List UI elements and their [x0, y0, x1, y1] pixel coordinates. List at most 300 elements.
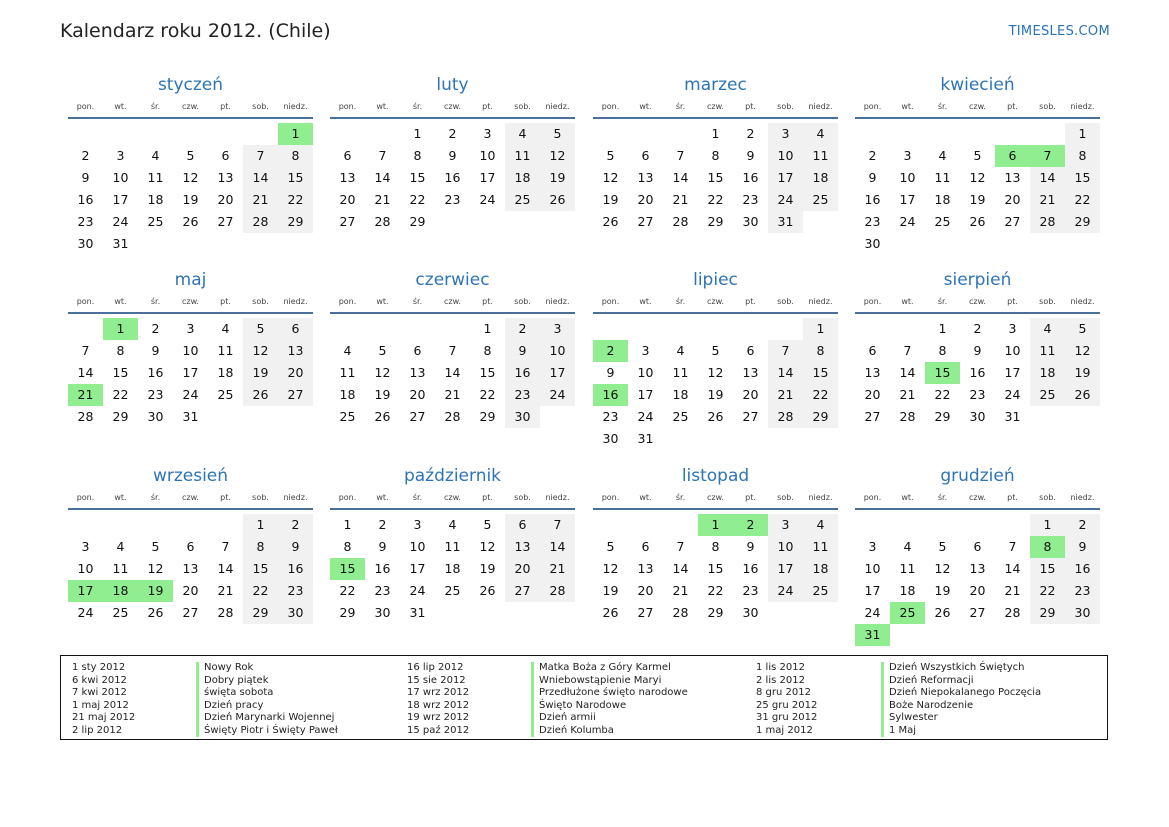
empty-cell	[628, 514, 663, 536]
day-cell: 21	[672, 192, 689, 207]
day-cell: 14	[77, 365, 94, 380]
day-cell: 14	[768, 362, 803, 384]
day-cell: 3	[81, 539, 90, 554]
day-cell: 12	[374, 365, 391, 380]
day-cell: 4	[676, 343, 685, 358]
day-cell: 30	[147, 409, 164, 424]
day-cell: 22	[409, 192, 426, 207]
day-grid	[68, 514, 313, 624]
day-cell: 7	[676, 148, 685, 163]
day-cell: 24	[637, 409, 654, 424]
day-grid	[330, 514, 575, 624]
day-cell: 14	[243, 167, 278, 189]
legend-date: 17 wrz 2012	[407, 687, 470, 698]
day-cell: 2	[151, 321, 160, 336]
day-cell: 27	[742, 409, 759, 424]
day-cell: 20	[217, 192, 234, 207]
day-cell: 19	[602, 192, 619, 207]
day-cell: 23	[147, 387, 164, 402]
empty-cell	[855, 318, 890, 340]
empty-cell	[628, 318, 663, 340]
day-cell: 27	[1004, 214, 1021, 229]
day-cell: 16	[969, 365, 986, 380]
weekday-label: śr.	[937, 102, 948, 111]
day-cell: 10	[768, 145, 803, 167]
weekday-label: pon.	[76, 297, 95, 306]
weekday-label: niedz.	[283, 102, 308, 111]
day-cell: 17	[1004, 365, 1021, 380]
day-cell: 18	[1030, 362, 1065, 384]
day-cell: 21	[1004, 583, 1021, 598]
day-cell: 4	[938, 148, 947, 163]
day-cell: 12	[969, 170, 986, 185]
day-grid	[68, 318, 313, 428]
day-cell: 15	[1030, 558, 1065, 580]
day-cell: 1	[483, 321, 492, 336]
day-cell: 23	[602, 409, 619, 424]
empty-cell	[208, 123, 243, 145]
day-cell: 11	[934, 170, 951, 185]
day-cell: 15	[803, 362, 838, 384]
empty-cell	[855, 123, 890, 145]
weekday-label: pt.	[220, 102, 231, 111]
legend-holiday-name: Dzień Wszystkich Świętych	[889, 662, 1025, 673]
day-cell: 31	[409, 605, 426, 620]
day-cell: 8	[803, 340, 838, 362]
day-cell: 30	[602, 431, 619, 446]
holiday-day-cell: 1	[278, 123, 313, 145]
day-cell: 22	[1065, 189, 1100, 211]
day-cell: 16	[505, 362, 540, 384]
day-cell: 28	[77, 409, 94, 424]
day-cell: 19	[934, 583, 951, 598]
weekday-label: śr.	[675, 102, 686, 111]
day-cell: 3	[868, 539, 877, 554]
day-cell: 24	[899, 214, 916, 229]
legend-holiday-name: 1 Maj	[889, 724, 917, 736]
day-cell: 6	[641, 539, 650, 554]
day-cell: 3	[768, 514, 803, 536]
legend-holiday-name: Matka Boża z Góry Karmel	[539, 662, 671, 673]
weekday-header	[68, 488, 313, 510]
day-cell: 3	[483, 126, 492, 141]
day-cell: 12	[182, 170, 199, 185]
empty-cell	[995, 123, 1030, 145]
day-cell: 1	[938, 321, 947, 336]
day-cell: 7	[676, 539, 685, 554]
day-cell: 4	[1030, 318, 1065, 340]
day-cell: 8	[711, 539, 720, 554]
legend-names-column	[881, 662, 1041, 737]
empty-cell	[330, 318, 365, 340]
day-cell: 7	[448, 343, 457, 358]
day-cell: 4	[803, 123, 838, 145]
day-cell: 16	[374, 561, 391, 576]
day-cell: 6	[221, 148, 230, 163]
legend-holiday-name: Święto Narodowe	[539, 699, 627, 711]
day-cell: 11	[803, 536, 838, 558]
weekday-label: pt.	[745, 493, 756, 502]
day-cell: 19	[602, 583, 619, 598]
day-cell: 21	[1030, 189, 1065, 211]
day-cell: 24	[768, 580, 803, 602]
day-cell: 13	[278, 340, 313, 362]
day-cell: 31	[112, 236, 129, 251]
day-cell: 21	[899, 387, 916, 402]
weekday-label: śr.	[675, 493, 686, 502]
day-cell: 22	[278, 189, 313, 211]
day-cell: 27	[864, 409, 881, 424]
empty-cell	[663, 123, 698, 145]
day-cell: 16	[742, 170, 759, 185]
holiday-day-cell: 1	[698, 514, 733, 536]
day-cell: 10	[864, 561, 881, 576]
empty-cell	[960, 123, 995, 145]
weekday-header	[68, 292, 313, 314]
day-cell: 6	[746, 343, 755, 358]
day-cell: 18	[444, 561, 461, 576]
weekday-label: śr.	[412, 493, 423, 502]
month-block	[855, 268, 1100, 428]
day-cell: 3	[1008, 321, 1017, 336]
legend-holiday-name: Przedłużone święto narodowe	[539, 687, 688, 698]
day-cell: 9	[151, 343, 160, 358]
day-cell: 26	[243, 384, 278, 406]
weekday-label: pon.	[601, 493, 620, 502]
day-cell: 22	[1030, 580, 1065, 602]
day-cell: 29	[479, 409, 496, 424]
weekday-label: czw.	[444, 102, 461, 111]
day-cell: 17	[864, 583, 881, 598]
legend-dates-column	[72, 662, 135, 737]
empty-cell	[68, 123, 103, 145]
day-cell: 15	[278, 167, 313, 189]
day-cell: 5	[606, 539, 615, 554]
empty-cell	[173, 514, 208, 536]
day-cell: 12	[602, 561, 619, 576]
legend-holiday-name: Wniebowstąpienie Maryi	[539, 674, 662, 686]
empty-cell	[400, 318, 435, 340]
weekday-label: niedz.	[1070, 102, 1095, 111]
month-block	[593, 268, 838, 450]
holiday-day-cell: 8	[1030, 536, 1065, 558]
weekday-label: pt.	[1007, 297, 1018, 306]
day-cell: 30	[1065, 602, 1100, 624]
day-cell: 12	[147, 561, 164, 576]
empty-cell	[68, 514, 103, 536]
month-name: luty	[436, 75, 469, 95]
legend-dates-column	[407, 662, 469, 737]
day-cell: 11	[112, 561, 129, 576]
weekday-label: czw.	[444, 297, 461, 306]
legend-holiday-name: Dzień Kolumba	[539, 724, 614, 736]
day-cell: 5	[483, 517, 492, 532]
legend-holiday-name: Nowy Rok	[204, 662, 254, 673]
holiday-legend	[60, 655, 1108, 740]
day-cell: 11	[217, 343, 234, 358]
day-cell: 19	[479, 561, 496, 576]
weekday-label: sob.	[1039, 297, 1056, 306]
day-cell: 29	[243, 602, 278, 624]
day-cell: 25	[672, 409, 689, 424]
month-name: sierpień	[943, 270, 1012, 290]
day-cell: 24	[479, 192, 496, 207]
weekday-label: śr.	[675, 297, 686, 306]
day-cell: 22	[803, 384, 838, 406]
weekday-header	[593, 488, 838, 510]
day-cell: 23	[77, 214, 94, 229]
day-cell: 14	[899, 365, 916, 380]
brand-link[interactable]: TIMESLES.COM	[1008, 24, 1110, 39]
legend-date: 15 paź 2012	[407, 724, 470, 736]
day-cell: 28	[672, 214, 689, 229]
day-cell: 9	[606, 365, 615, 380]
day-cell: 2	[868, 148, 877, 163]
day-cell: 14	[374, 170, 391, 185]
weekday-label: czw.	[969, 297, 986, 306]
weekday-label: wt.	[376, 493, 389, 502]
day-grid	[855, 318, 1100, 428]
legend-holiday-name: Sylwester	[889, 712, 938, 723]
month-name: grudzień	[940, 466, 1015, 486]
weekday-label: sob.	[514, 493, 531, 502]
weekday-label: pon.	[601, 297, 620, 306]
day-cell: 23	[864, 214, 881, 229]
day-cell: 27	[409, 409, 426, 424]
holiday-day-cell: 19	[138, 580, 173, 602]
day-cell: 5	[151, 539, 160, 554]
day-cell: 12	[479, 539, 496, 554]
day-cell: 30	[742, 605, 759, 620]
month-block	[68, 464, 313, 624]
day-cell: 21	[374, 192, 391, 207]
day-cell: 27	[339, 214, 356, 229]
weekday-label: niedz.	[283, 297, 308, 306]
legend-date: 31 gru 2012	[756, 712, 818, 723]
weekday-label: sob.	[1039, 102, 1056, 111]
legend-date: 18 wrz 2012	[407, 699, 470, 711]
day-cell: 11	[339, 365, 356, 380]
day-cell: 16	[742, 561, 759, 576]
day-cell: 17	[112, 192, 129, 207]
empty-cell	[593, 514, 628, 536]
legend-holiday-name: Dzień armii	[539, 712, 596, 723]
legend-dates-column	[756, 662, 817, 737]
day-cell: 9	[505, 340, 540, 362]
day-cell: 6	[973, 539, 982, 554]
day-cell: 18	[505, 167, 540, 189]
legend-date: 15 sie 2012	[407, 674, 466, 686]
holiday-day-cell: 7	[1030, 145, 1065, 167]
day-cell: 3	[116, 148, 125, 163]
day-cell: 18	[147, 192, 164, 207]
day-cell: 15	[409, 170, 426, 185]
day-cell: 30	[864, 236, 881, 251]
weekday-label: sob.	[777, 297, 794, 306]
day-cell: 12	[1065, 340, 1100, 362]
day-cell: 26	[969, 214, 986, 229]
day-cell: 17	[768, 167, 803, 189]
day-cell: 31	[182, 409, 199, 424]
day-cell: 19	[540, 167, 575, 189]
day-cell: 19	[182, 192, 199, 207]
empty-cell	[628, 123, 663, 145]
weekday-label: pt.	[220, 493, 231, 502]
empty-cell	[68, 318, 103, 340]
day-cell: 9	[278, 536, 313, 558]
day-cell: 24	[112, 214, 129, 229]
weekday-label: czw.	[182, 493, 199, 502]
day-cell: 26	[479, 583, 496, 598]
weekday-label: pon.	[863, 493, 882, 502]
legend-holiday-name: Dzień Niepokalanego Poczęcia	[889, 687, 1042, 698]
day-cell: 11	[899, 561, 916, 576]
weekday-label: sob.	[514, 102, 531, 111]
day-cell: 22	[707, 583, 724, 598]
day-cell: 2	[973, 321, 982, 336]
weekday-label: sob.	[514, 297, 531, 306]
day-cell: 21	[540, 558, 575, 580]
day-cell: 5	[186, 148, 195, 163]
day-cell: 24	[182, 387, 199, 402]
month-block	[330, 73, 575, 233]
day-cell: 14	[1004, 561, 1021, 576]
day-grid	[68, 123, 313, 255]
day-cell: 30	[505, 406, 540, 428]
day-cell: 1	[711, 126, 720, 141]
day-cell: 26	[182, 214, 199, 229]
day-cell: 12	[707, 365, 724, 380]
empty-cell	[435, 318, 470, 340]
weekday-label: pon.	[863, 102, 882, 111]
weekday-label: wt.	[114, 102, 127, 111]
day-cell: 27	[969, 605, 986, 620]
day-cell: 17	[409, 561, 426, 576]
day-cell: 9	[973, 343, 982, 358]
day-cell: 15	[707, 561, 724, 576]
weekday-label: czw.	[707, 102, 724, 111]
day-cell: 13	[409, 365, 426, 380]
day-cell: 9	[1065, 536, 1100, 558]
day-cell: 17	[479, 170, 496, 185]
day-cell: 14	[217, 561, 234, 576]
weekday-label: pt.	[220, 297, 231, 306]
day-cell: 23	[505, 384, 540, 406]
day-cell: 13	[1004, 170, 1021, 185]
weekday-label: niedz.	[808, 493, 833, 502]
day-grid	[593, 123, 838, 233]
day-cell: 28	[540, 580, 575, 602]
weekday-header	[593, 292, 838, 314]
weekday-label: pt.	[745, 102, 756, 111]
day-cell: 17	[540, 362, 575, 384]
weekday-header	[330, 488, 575, 510]
day-cell: 29	[803, 406, 838, 428]
day-cell: 9	[746, 539, 755, 554]
weekday-label: pt.	[482, 297, 493, 306]
weekday-label: niedz.	[545, 493, 570, 502]
day-cell: 1	[413, 126, 422, 141]
day-cell: 8	[116, 343, 125, 358]
month-block	[855, 73, 1100, 255]
day-cell: 25	[1030, 384, 1065, 406]
day-cell: 27	[182, 605, 199, 620]
weekday-header	[855, 292, 1100, 314]
empty-cell	[663, 514, 698, 536]
legend-holiday-name: Święty Piotr i Święty Paweł	[204, 724, 338, 736]
day-cell: 15	[707, 170, 724, 185]
day-cell: 10	[77, 561, 94, 576]
day-cell: 9	[448, 148, 457, 163]
day-cell: 7	[540, 514, 575, 536]
day-cell: 5	[540, 123, 575, 145]
weekday-label: śr.	[150, 102, 161, 111]
day-cell: 28	[899, 409, 916, 424]
empty-cell	[698, 318, 733, 340]
day-cell: 21	[672, 583, 689, 598]
empty-cell	[173, 123, 208, 145]
day-cell: 18	[339, 387, 356, 402]
day-cell: 12	[934, 561, 951, 576]
day-cell: 2	[746, 126, 755, 141]
weekday-label: wt.	[114, 297, 127, 306]
weekday-label: śr.	[412, 297, 423, 306]
day-cell: 3	[540, 318, 575, 340]
day-grid	[593, 318, 838, 450]
day-cell: 5	[606, 148, 615, 163]
month-name: kwiecień	[940, 75, 1015, 95]
day-cell: 23	[742, 192, 759, 207]
day-cell: 26	[602, 605, 619, 620]
day-cell: 13	[637, 170, 654, 185]
day-cell: 13	[637, 561, 654, 576]
day-cell: 29	[1030, 602, 1065, 624]
day-cell: 16	[444, 170, 461, 185]
day-cell: 20	[409, 387, 426, 402]
day-cell: 20	[742, 387, 759, 402]
day-cell: 20	[339, 192, 356, 207]
day-cell: 22	[707, 192, 724, 207]
day-cell: 3	[413, 517, 422, 532]
weekday-label: sob.	[777, 493, 794, 502]
day-cell: 23	[1065, 580, 1100, 602]
day-cell: 3	[768, 123, 803, 145]
day-cell: 18	[803, 558, 838, 580]
empty-cell	[855, 514, 890, 536]
day-cell: 17	[768, 558, 803, 580]
empty-cell	[330, 123, 365, 145]
empty-cell	[138, 123, 173, 145]
day-cell: 27	[637, 214, 654, 229]
month-name: marzec	[684, 75, 747, 95]
day-cell: 10	[637, 365, 654, 380]
day-cell: 10	[479, 148, 496, 163]
day-cell: 28	[1004, 605, 1021, 620]
legend-date: 19 wrz 2012	[407, 712, 470, 723]
legend-date: 25 gru 2012	[756, 699, 818, 711]
legend-date: 1 maj 2012	[756, 724, 813, 736]
empty-cell	[925, 123, 960, 145]
legend-holiday-name: święta sobota	[204, 687, 274, 698]
weekday-header	[593, 97, 838, 119]
weekday-label: pt.	[482, 102, 493, 111]
day-cell: 12	[540, 145, 575, 167]
day-cell: 21	[217, 583, 234, 598]
day-cell: 9	[81, 170, 90, 185]
legend-date: 16 lip 2012	[407, 662, 464, 673]
day-cell: 8	[343, 539, 352, 554]
day-cell: 5	[711, 343, 720, 358]
